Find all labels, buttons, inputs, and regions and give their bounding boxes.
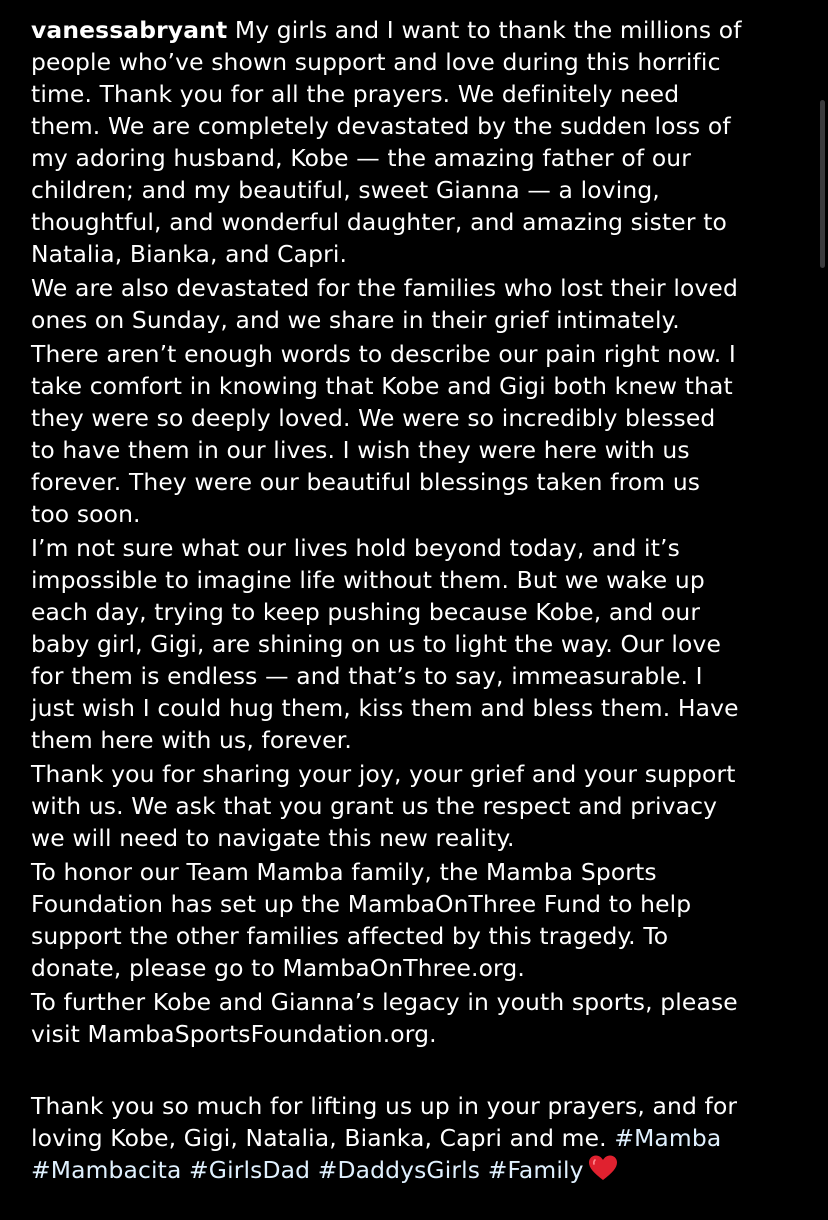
hashtag-daddysgirls[interactable]: #DaddysGirls: [317, 1156, 481, 1184]
caption-paragraph-4: I’m not sure what our lives hold beyond today, and it’s impossible to imagine life without them. But we wake up each day, trying to keep pushing because Kobe, and our baby girl, Gigi, are shining on us to light the way. Our love for them is endless — and that’s to say, immeasurable. I just wish I could hug them, kiss them and bless them. Have them here with us, forever.: [31, 534, 739, 754]
caption-text: My girls and I want to thank the millions of people who’ve shown support and love during this horrific time. Thank you for all the prayers. We definitely need them. We are completely devastated by the sudden loss of my adoring husband, Kobe — the amazing father of our children; and my beautiful, sweet Gianna — a loving, thoughtful, and wonderful daughter, and amazing sister to Natalia, Bianka, and Capri.: [31, 16, 742, 268]
closing-text: Thank you so much for lifting us up in your prayers, and for loving Kobe, Gigi, Natalia, Bianka, Capri and me.: [31, 1092, 738, 1152]
caption-paragraph-5: Thank you for sharing your joy, your grief and your support with us. We ask that you grant us the respect and privacy we will need to navigate this new reality.: [31, 760, 736, 852]
caption-paragraph-6: To honor our Team Mamba family, the Mamba Sports Foundation has set up the MambaOnThree Fund to help support the other families affected by this tragedy. To donate, please go to MambaOnThree.org.: [31, 858, 692, 982]
caption-paragraph-3: There aren’t enough words to describe our pain right now. I take comfort in knowing that Kobe and Gigi both knew that they were so deeply loved. We were so incredibly blessed to have them in our lives. I wish they were here with us forever. They were our beautiful blessings taken from us too soon.: [31, 340, 736, 528]
caption-closing: [31, 1090, 806, 1190]
red-heart-icon: [588, 1154, 618, 1190]
hashtag-mambacita[interactable]: #Mambacita: [31, 1156, 182, 1184]
hashtag-girlsdad[interactable]: #GirlsDad: [189, 1156, 311, 1184]
caption-paragraph-1: [31, 14, 806, 270]
hashtag-mamba[interactable]: #Mamba: [614, 1124, 722, 1152]
post-caption: [31, 14, 806, 1192]
caption-paragraph-2: We are also devastated for the families who lost their loved ones on Sunday, and we share in their grief intimately.: [31, 274, 738, 334]
hashtag-family[interactable]: #Family: [487, 1156, 584, 1184]
caption-paragraph-7: To further Kobe and Gianna’s legacy in youth sports, please visit MambaSportsFoundation.org.: [31, 988, 738, 1048]
username-link[interactable]: vanessabryant: [31, 16, 228, 44]
scrollbar[interactable]: [820, 100, 825, 268]
